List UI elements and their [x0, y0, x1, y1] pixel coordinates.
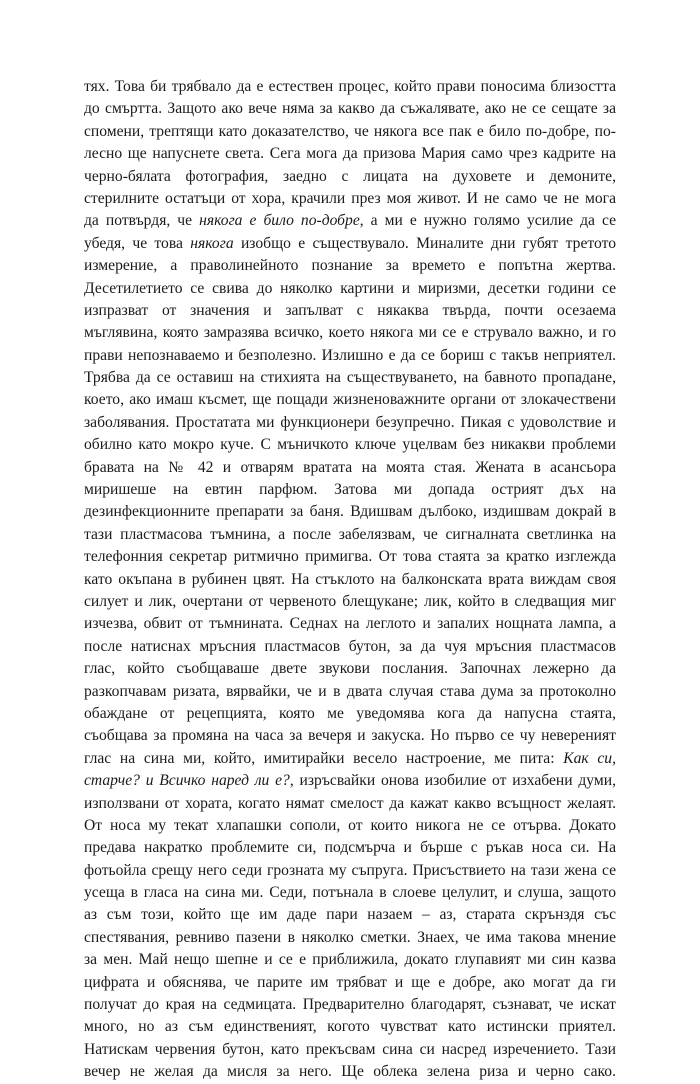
text-line: спомени, трептящи като доказателство, че някога все пак е било по-добре, по-: [84, 122, 616, 140]
text-line: разкопчавам ризата, вярвайки, че и в двата случая става дума за протоколно: [84, 682, 616, 700]
text-line: предава накратко проблемите си, подсмърча и бърше с ръкав носа си. На: [84, 839, 616, 857]
text-line: тази пластмасова тъмнина, а после забелязвам, че сигналната светлинка на: [84, 525, 616, 543]
text-line: Десетилетието се свива до няколко картини и миризми, десетки години се: [84, 279, 616, 297]
text-line: съобщава за промяна на часа за вечеря и закуска. Но първо се чу невереният: [84, 727, 616, 745]
text-line: глас на сина ми, който, имитирайки весело настроение, ме пита: Как си,: [84, 749, 616, 767]
text-line: заболявания. Простатата ми функционери безупречно. Пикая с удоволствие и: [84, 413, 616, 431]
text-line: после натиснах мръсния пластмасов бутон, за да чуя мръсния пластмасов: [84, 637, 616, 655]
text-line: силует и лик, очертани от червеното блещукане; лик, който в следващия миг: [84, 592, 616, 610]
text-line: за мен. Май нещо шепне и се е приближила, докато глупавият ми син казва: [84, 951, 616, 969]
text-line: глас, който съобщаваше двете звукови послания. Започнах лежерно да: [84, 660, 616, 678]
text-line: обаждане от рецепцията, която ме уведомява кога да напусна стаята,: [84, 704, 616, 722]
text-line: стерилните остатъци от хора, крачили през моя живот. И не само че не мога: [84, 189, 616, 207]
text-line: като окъпана в рубинен цвят. На стъклото на балконската врата виждам своя: [84, 570, 616, 588]
text-line: до смъртта. Защото ако вече няма за какво да съжалявате, ако не се сещате за: [84, 100, 616, 118]
text-line: да потвърдя, че някога е било по-добре, а ми е нужно голямо усилие да се: [84, 212, 617, 230]
text-line: дезинфекционните препарати за баня. Вдишвам дълбоко, издишвам докрай в: [84, 503, 616, 521]
text-line: миришеше на евтин парфюм. Затова ми допада острият дъх на: [84, 481, 616, 499]
text-line: лесно ще напуснете света. Сега мога да призова Мария само чрез кадрите на: [84, 145, 616, 163]
text-line: изчезва, обвит от тъмнината. Седнах на леглото и запалих нощната лампа, а: [84, 615, 616, 633]
text-line: аз съм този, който ще им даде пари назаем – аз, старата скрънздя със: [84, 906, 616, 924]
text-line: обилно като мокро куче. С мъничкото ключе уцелвам без никакви проблеми: [84, 436, 616, 454]
text-line: изпразват от значения и запълват с някаква твърда, почти осезаема: [84, 301, 616, 319]
text-line: мъглявина, която замразява всичко, което някога ми се е струвало важно, и го: [84, 324, 616, 342]
document-page: [84, 76, 616, 1084]
text-line: фотьойла срещу него седи грозната му съпруга. Присъствието на тази жена се: [84, 861, 616, 879]
text-line: бравата на № 42 и отварям вратата на моята стая. Жената в асансьора: [84, 458, 616, 476]
text-line: което, ако имаш късмет, ще пощади жизненоважните органи от злокачествени: [84, 391, 616, 409]
text-line: получат до края на седмицата. Предварително благодарят, съзнават, че искат: [84, 996, 616, 1014]
text-line: старче? и Всичко наред ли е?, изръсвайки онова изобилие от изхабени думи,: [84, 772, 617, 790]
text-line: измерение, а праволинейното познание за времето е попътна жертва.: [84, 257, 616, 275]
text-line: телефонния секретар ритмично примигва. От това стаята за кратко изглежда: [84, 548, 616, 566]
text-line: тях. Това би трябвало да е естествен процес, който прави поносима близостта: [84, 78, 616, 95]
text-line: Натискам червения бутон, като прекъсвам сина си насред изречението. Тази: [84, 1040, 616, 1058]
text-line: вечер не желая да мисля за него. Ще облека зелена риза и черно сако.: [84, 1063, 616, 1081]
text-line: цифрата и обяснява, че парите им трябват и ще е добре, ако могат да ги: [84, 973, 616, 991]
text-line: прави непознаваемо и безполезно. Излишно е да се бориш с такъв неприятел.: [84, 346, 616, 364]
text-line: убедя, че това някога изобщо е съществувало. Миналите дни губят третото: [84, 234, 617, 252]
text-line: усеща в гласа на сина ми. Седи, потънала в слоеве целулит, и слуша, защото: [84, 884, 616, 902]
text-line: Трябва да се оставиш на стихията на съществуването, на бавното пропадане,: [84, 369, 616, 387]
body-text: [84, 76, 616, 1084]
text-line: спестявания, ревниво пазени в няколко сметки. Знаех, че има такова мнение: [84, 928, 616, 946]
text-line: използвани от хората, когато нямат смелост да кажат какво всъщност желаят.: [84, 794, 616, 812]
text-line: черно-бялата фотография, заедно с лицата на духовете и демоните,: [84, 167, 616, 185]
text-line: От носа му текат хлапашки сополи, от които никога не се отърва. Докато: [84, 816, 616, 834]
text-line: много, но аз съм единственият, когото чувстват като истински приятел.: [84, 1018, 616, 1036]
